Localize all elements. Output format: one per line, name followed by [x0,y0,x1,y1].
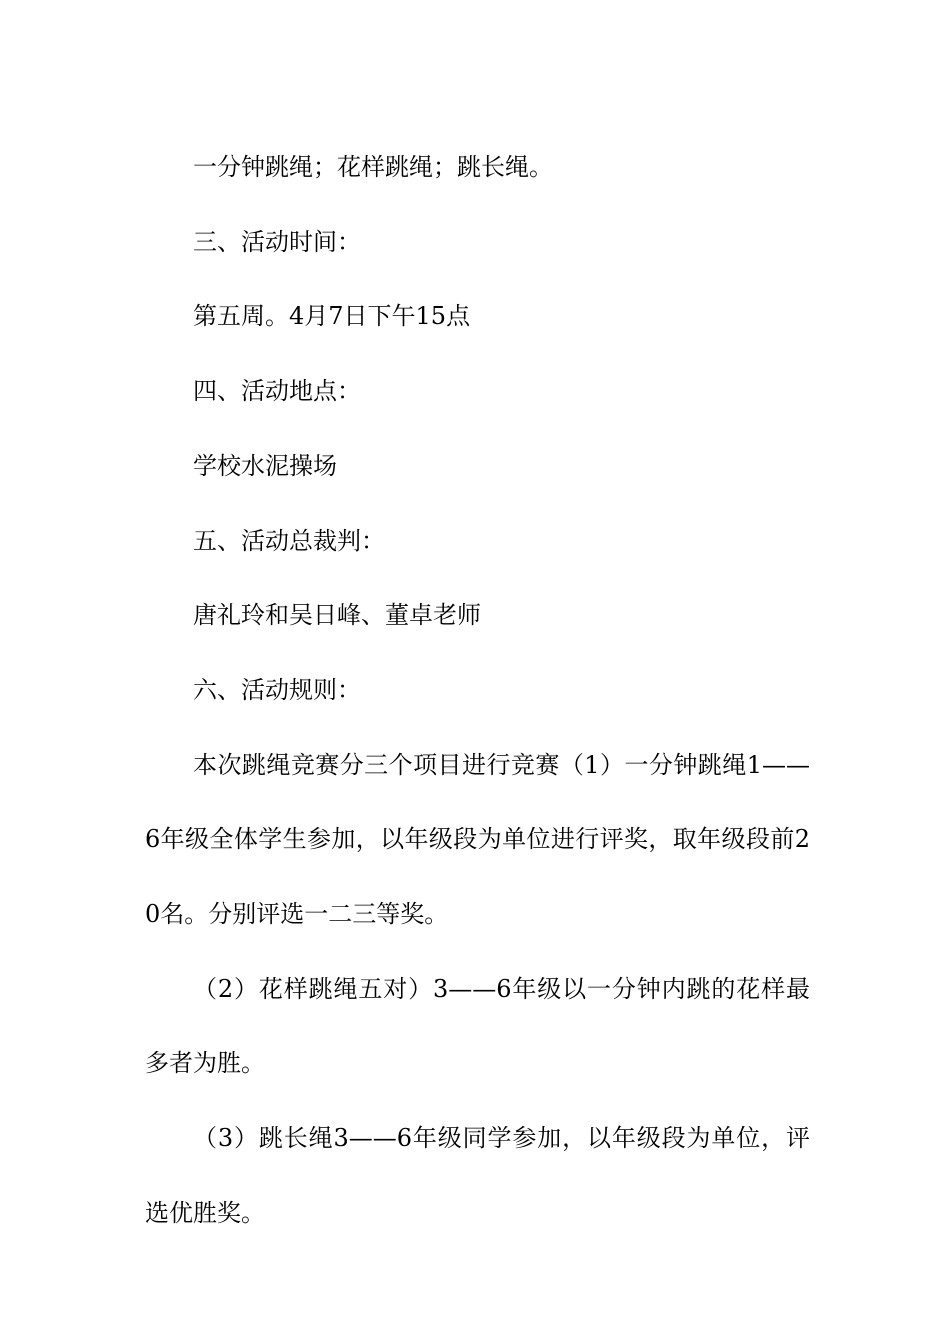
paragraph-event-items: 一分钟跳绳；花样跳绳；跳长绳。 [193,153,553,181]
paragraph-activity-location: 学校水泥操场 [193,451,337,480]
paragraph-rule-fancy-rope: （2）花样跳绳五对）3——6年级以一分钟内跳的花样最多者为胜。 [145,974,810,1078]
heading-activity-time: 三、活动时间： [193,227,361,256]
heading-chief-referee: 五、活动总裁判： [193,526,385,555]
document-body [145,130,810,1251]
paragraph-rule-long-rope: （3）跳长绳3——6年级同学参加，以年级段为单位，评选优胜奖。 [145,1124,810,1227]
paragraph-activity-time: 第五周。4月7日下午15点 [193,302,471,331]
heading-activity-rules: 六、活动规则： [193,675,361,704]
paragraph-rule-one-minute: 本次跳绳竞赛分三个项目进行竞赛（1）一分钟跳绳1——6年级全体学生参加，以年级段为单位进行评奖，取年级段前20名。分别评选一二三等奖。 [145,750,810,929]
paragraph-chief-referee: 唐礼玲和吴日峰、董卓老师 [193,601,481,630]
heading-activity-location: 四、活动地点： [193,377,361,406]
